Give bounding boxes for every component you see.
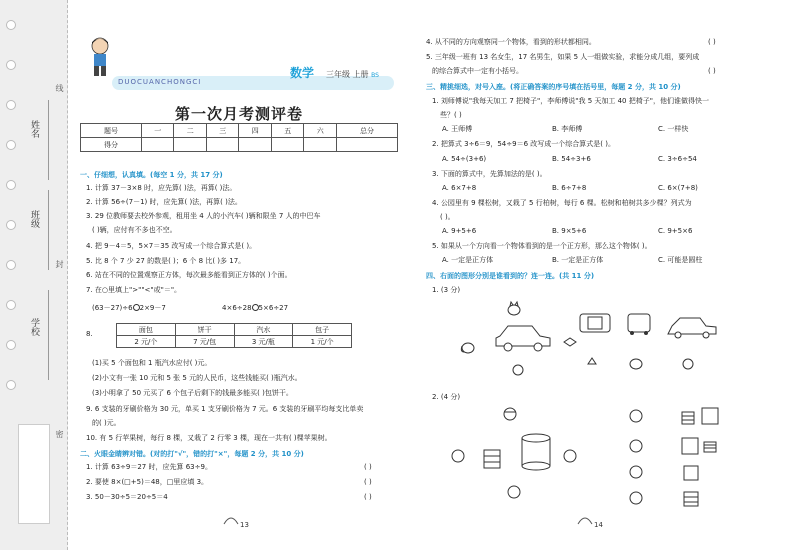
score-entry-cell[interactable] [239, 138, 272, 152]
class-line [48, 190, 49, 270]
name-label: 姓名 [29, 120, 39, 138]
car-top-view-icon[interactable] [580, 314, 610, 332]
s3-q3-opt-c[interactable]: C. 6×(7+8) [658, 184, 698, 192]
compare-circle[interactable] [133, 304, 140, 311]
score-header-cell: 总分 [336, 124, 397, 138]
q7c-text: 4×6÷28 [222, 304, 252, 312]
s3-q3-opt-a[interactable]: A. 6×7+8 [442, 184, 477, 192]
s1-q3a: 3. 29 位教师要去校外参观，租用坐 4 人的小汽车( )辆和限坐 7 人的中巴车 [86, 212, 321, 220]
edition-text: BS [371, 72, 379, 79]
grade-text: 三年级 上册 [326, 70, 369, 79]
compare-circle[interactable] [252, 304, 259, 311]
viewer-face-c-icon[interactable] [630, 466, 642, 478]
binding-strip [0, 0, 68, 550]
score-entry-cell[interactable] [271, 138, 304, 152]
s3-q3: 3. 下面的算式中，先算加法的是( )。 [432, 170, 547, 178]
view-striped-rect2-icon[interactable] [704, 442, 716, 452]
s3-q4: 4. 公园里有 9 棵松树，又栽了 5 行柏树，每行 6 棵。松树和柏树共多少棵？列式为 [432, 199, 692, 207]
score-entry-cell[interactable] [304, 138, 337, 152]
punch-hole [6, 220, 16, 230]
s3-q3-opt-b[interactable]: B. 6÷7+8 [552, 184, 587, 192]
viewer-face-b-icon[interactable] [630, 440, 642, 452]
score-row-label: 得分 [81, 138, 142, 152]
s3-q1-opt-b[interactable]: B. 李师傅 [552, 125, 583, 133]
q7b-text: 2×9－7 [139, 304, 166, 312]
left-page-number: 13 [240, 521, 249, 529]
q7d-text: 5×6÷27 [258, 304, 289, 312]
s3-q2: 2. 把算式 3÷6＝9，54÷9＝6 改写成一个综合算式是( )。 [432, 140, 615, 148]
punch-hole [6, 380, 16, 390]
price-item-cell: 汽水 [234, 324, 293, 336]
object-view-figure [446, 404, 736, 514]
s2-q1-mark[interactable]: ( ) [364, 463, 372, 471]
s1-q7: 7. 在○里填上">""<"或"＝"。 [86, 286, 182, 294]
name-line [48, 100, 49, 180]
score-header-cell: 六 [304, 124, 337, 138]
s1-q4: 4. 把 9－4＝5，5×7＝35 改写成一个综合算式是( )。 [86, 242, 257, 250]
punch-hole [6, 60, 16, 70]
s1-q8: 8. [86, 330, 93, 338]
viewer-bird-icon[interactable] [564, 338, 576, 346]
s3-q1b: 些？( ) [440, 111, 462, 119]
s2-q2-mark[interactable]: ( ) [364, 478, 372, 486]
section1-title: 一、仔细想，认真填。(每空 1 分，共 17 分) [80, 171, 223, 179]
s1-q10: 10. 有 5 行苹果树，每行 8 棵，又栽了 2 行零 3 棵，现在一共有( )棵苹果树。 [86, 434, 332, 442]
school-label: 学校 [29, 318, 39, 336]
s3-q4-opt-c[interactable]: C. 9+5×6 [658, 227, 693, 235]
score-row [81, 138, 398, 152]
strip-box [18, 424, 50, 524]
score-header-row [81, 124, 398, 138]
punch-hole [6, 100, 16, 110]
s1-q5: 5. 比 8 个 7 少 27 的数是( )；6 个 8 比( )多 17。 [86, 257, 246, 265]
s3-q5: 5. 如果从一个方向看一个物体看到的是一个正方形，那么这个物体( )。 [432, 242, 652, 250]
price-value-cell: 1 元/个 [293, 336, 352, 348]
s3-q5-opt-b[interactable]: B. 一定是正方体 [552, 256, 604, 264]
section2-title: 二、火眼金睛辨对错。(对的打"√"，错的打"×"，每题 2 分，共 10 分) [80, 450, 304, 458]
s4-q2: 2. (4 分) [432, 393, 461, 401]
viewer-face-a-icon[interactable] [630, 410, 642, 422]
seal-mark: 封 [55, 260, 64, 268]
s3-q2-opt-a[interactable]: A. 54÷(3+6) [442, 155, 487, 163]
viewer-right-face-icon[interactable] [564, 450, 576, 462]
subject-label: 数学 [290, 66, 315, 80]
page-header [80, 36, 398, 94]
section3-title: 三、精挑细选，对号入座。(将正确答案的序号填在括号里，每题 2 分，共 10 分) [426, 83, 681, 91]
price-value-row [117, 336, 352, 348]
boy-mascot-icon [86, 36, 114, 78]
s3-q1a: 1. 刘师傅说"我每天加工 7 把椅子"，李师傅说"我 5 天加工 40 把椅子"，他们谁做得快一 [432, 97, 709, 105]
viewer-dog2-icon[interactable] [630, 359, 642, 369]
s3-q5-opt-c[interactable]: C. 可能是圆柱 [658, 256, 703, 264]
score-entry-cell[interactable] [336, 138, 397, 152]
price-value-cell: 2 元/个 [117, 336, 176, 348]
price-value-cell: 3 元/瓶 [234, 336, 293, 348]
s1-q7-compare-2 [222, 304, 288, 313]
viewer-bird2-icon[interactable] [588, 358, 596, 364]
punch-hole [6, 260, 16, 270]
s2-q3: 3. 50－30÷5＝20÷5＝4 [86, 493, 168, 501]
car-view-figure [460, 300, 730, 380]
viewer-cat3-icon[interactable] [683, 359, 693, 369]
viewer-face-d-icon[interactable] [630, 492, 642, 504]
viewer-cat-icon[interactable] [508, 302, 520, 315]
price-table [116, 323, 352, 348]
punch-hole [6, 180, 16, 190]
pinyin-text: DUOCUANCHONGCI [118, 78, 202, 86]
s1-q6: 6. 站在不同的位置观察正方体，每次最多能看到正方体的( )个面。 [86, 271, 292, 279]
s3-q4-opt-a[interactable]: A. 9+5+6 [442, 227, 477, 235]
s3-q1-opt-a[interactable]: A. 王师傅 [442, 125, 473, 133]
score-entry-cell[interactable] [206, 138, 239, 152]
r-q4: 4. 从不同的方向观察同一个物体，看到的形状都相同。 [426, 38, 596, 46]
class-label: 班级 [29, 210, 39, 228]
r-q5b: 的综合算式中一定有小括号。 [432, 67, 523, 75]
viewer-cat2-icon[interactable] [513, 365, 523, 375]
s3-q2-opt-b[interactable]: B. 54÷3+6 [552, 155, 591, 163]
s3-q4-opt-b[interactable]: B. 9×5+6 [552, 227, 587, 235]
s1-q1: 1. 计算 37－3×8 时，应先算( )法，再算( )法。 [86, 184, 237, 192]
price-item-cell: 饼干 [175, 324, 234, 336]
page-number-ornament-icon [576, 514, 594, 528]
viewer-dog-icon[interactable] [461, 343, 474, 353]
book-stack-icon [484, 450, 500, 468]
grade-label [326, 69, 379, 80]
viewer-bottom-face-icon[interactable] [508, 486, 520, 498]
view-square-icon[interactable] [702, 408, 718, 424]
s1-q3b: ( )辆，应付有不多也不空。 [92, 226, 177, 234]
score-header-cell: 四 [239, 124, 272, 138]
view-square2-icon[interactable] [684, 466, 698, 480]
score-entry-cell[interactable] [141, 138, 174, 152]
s3-q1-opt-c[interactable]: C. 一样快 [658, 125, 689, 133]
price-item-cell: 包子 [293, 324, 352, 336]
view-striped-square-icon[interactable] [684, 492, 698, 506]
s3-q4b: ( )。 [440, 213, 455, 221]
s2-q1: 1. 计算 63÷9＝27 时，应先算 63÷9。 [86, 463, 212, 471]
price-item-cell: 面包 [117, 324, 176, 336]
s3-q2-opt-c[interactable]: C. 3÷6÷54 [658, 155, 697, 163]
score-header-cell: 三 [206, 124, 239, 138]
s1-q8b: (2)小文有一张 10 元和 5 张 5 元的人民币，这些钱能买( )瓶汽水。 [92, 374, 302, 382]
punch-hole [6, 300, 16, 310]
s4-q1: 1. (3 分) [432, 286, 461, 294]
score-header-cell: 五 [271, 124, 304, 138]
viewer-top-face-icon[interactable] [504, 408, 516, 420]
page-number-ornament-icon [222, 514, 240, 528]
exam-title: 第一次月考测评卷 [174, 105, 303, 123]
car-side-view-icon[interactable] [668, 318, 716, 338]
r-q5a: 5. 三年级一班有 13 名女生，17 名男生，如果 5 人一组做实验，求能分成几组，要列成 [426, 53, 700, 61]
score-header-cell: 一 [141, 124, 174, 138]
price-value-cell: 7 元/包 [175, 336, 234, 348]
s3-q5-opt-a[interactable]: A. 一定是正方体 [442, 256, 494, 264]
score-header-cell: 二 [174, 124, 207, 138]
school-line [48, 290, 49, 380]
price-header-row [117, 324, 352, 336]
q7a-text: (63－27)÷6 [92, 304, 133, 312]
view-large-square-icon[interactable] [682, 438, 698, 454]
r-q4-mark[interactable]: ( ) [708, 38, 716, 46]
s1-q2: 2. 计算 56÷(7－1) 时，应先算( )法，再算( )法。 [86, 198, 242, 206]
line-mark: 线 [55, 84, 64, 92]
r-q5-mark[interactable]: ( ) [708, 67, 716, 75]
view-striped-rect-icon[interactable] [682, 412, 694, 424]
s1-q8c: (3)小明拿了 50 元买了 6 个包子后剩下的钱最多能买( )包饼干。 [92, 389, 293, 397]
s2-q2: 2. 要使 8×(□+5)＝48，□里应填 3。 [86, 478, 209, 486]
seal2-mark: 密 [55, 430, 64, 438]
s1-q9b: 的( )元。 [92, 419, 121, 427]
s1-q9a: 9. 6 支装的牙刷价格为 30 元，单买 1 支牙刷价格为 7 元。6 支装的牙刷平均每支比单卖 [86, 405, 364, 413]
score-table [80, 123, 398, 152]
car-front-view-icon[interactable] [628, 314, 650, 335]
s2-q3-mark[interactable]: ( ) [364, 493, 372, 501]
score-entry-cell[interactable] [174, 138, 207, 152]
s1-q7-compare-1 [92, 304, 166, 313]
section4-title: 四、右面的图形分别是谁看到的？连一连。(共 11 分) [426, 272, 595, 280]
punch-hole [6, 20, 16, 30]
punch-hole [6, 340, 16, 350]
viewer-left-face-icon[interactable] [452, 450, 464, 462]
cylinder-icon [522, 434, 550, 470]
score-header-cell: 题号 [81, 124, 142, 138]
punch-hole [6, 140, 16, 150]
s1-q8a: (1)买 5 个面包和 1 瓶汽水应付( )元。 [92, 359, 212, 367]
car-side-icon [496, 326, 550, 351]
right-page-number: 14 [594, 521, 603, 529]
